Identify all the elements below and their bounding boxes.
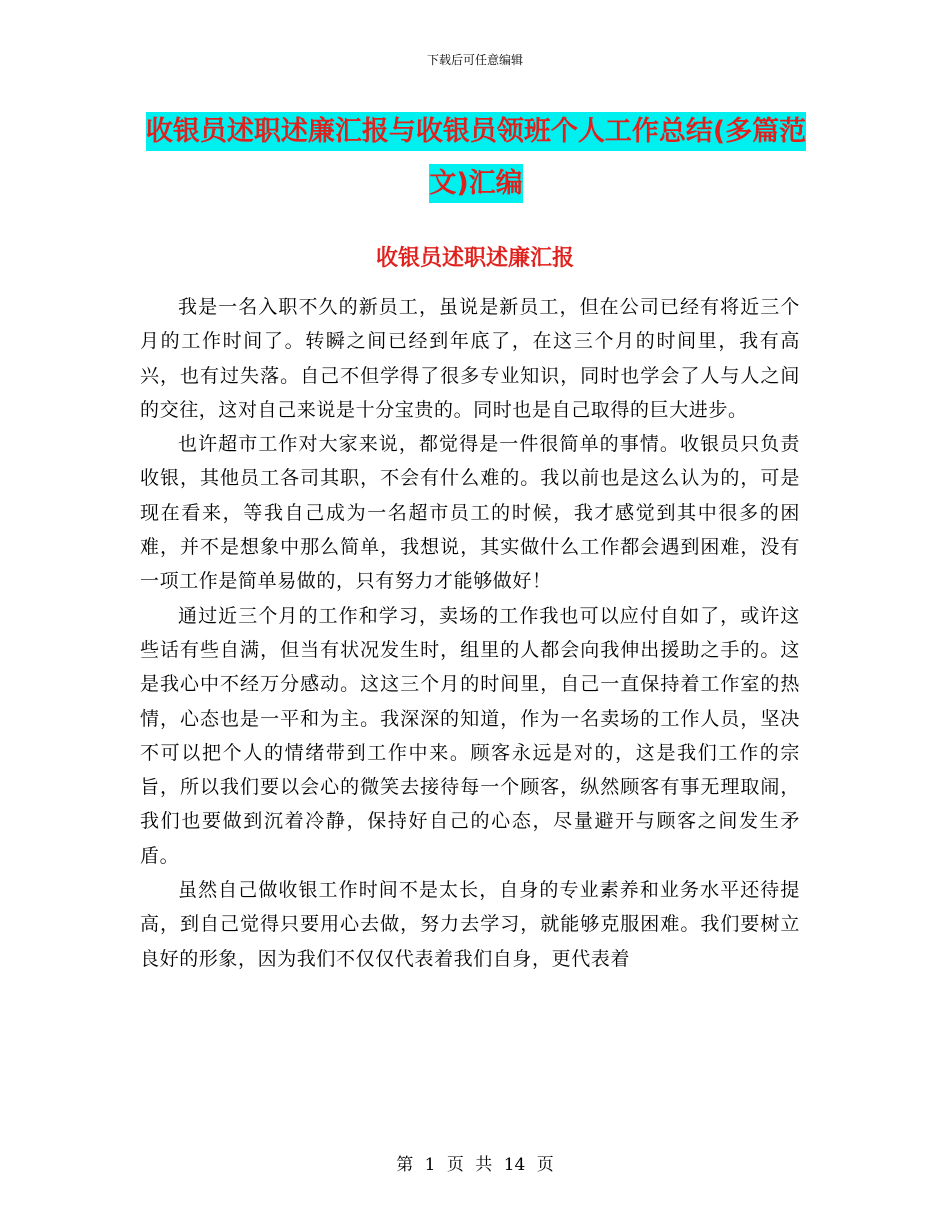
paragraph: 我是一名入职不久的新员工，虽说是新员工，但在公司已经有将近三个月的工作时间了。转瞬之间已经到年底了，在这三个月的时间里，我有高兴，也有过失落。自己不但学得了很多专业知识，同时也学会了人与人之间的交往，这对自己来说是十分宝贵的。同时也是自己取得的巨大进步。: [140, 296, 800, 421]
header-note: 下载后可任意编辑: [426, 53, 523, 67]
document-title: [140, 106, 812, 210]
paragraph: 虽然自己做收银工作时间不是太长，自身的专业素养和业务水平还待提高，到自己觉得只要用心去做，努力去学习，就能够克服困难。我们要树立良好的形象，因为我们不仅仅代表着我们自身，更代表着: [140, 879, 800, 970]
page-footer: 第 1 页 共 14 页: [396, 1155, 554, 1175]
document-title-highlight: 收银员述职述廉汇报与收银员领班个人工作总结(多篇范文)汇编: [146, 112, 806, 203]
paragraph: 也许超市工作对大家来说，都觉得是一件很简单的事情。收银员只负责收银，其他员工各司其职，不会有什么难的。我以前也是这么认为的，可是现在看来，等我自己成为一名超市员工的时候，我才感觉到其中很多的困难，并不是想象中那么简单，我想说，其实做什么工作都会遇到困难，没有一项工作是简单易做的，只有努力才能够做好！: [140, 433, 800, 593]
body-text: [140, 290, 800, 976]
paragraph: 通过近三个月的工作和学习，卖场的工作我也可以应付自如了，或许这些话有些自满，但当有状况发生时，组里的人都会向我伸出援助之手的。这是我心中不经万分感动。这这三个月的时间里，自己一直保持着工作室的热情，心态也是一平和为主。我深深的知道，作为一名卖场的工作人员，坚决不可以把个人的情绪带到工作中来。顾客永远是对的，这是我们工作的宗旨，所以我们要以会心的微笑去接待每一个顾客，纵然顾客有事无理取闹，我们也要做到沉着冷静，保持好自己的心态，尽量避开与顾客之间发生矛盾。: [140, 604, 800, 867]
section-title: 收银员述职述廉汇报: [375, 246, 574, 271]
